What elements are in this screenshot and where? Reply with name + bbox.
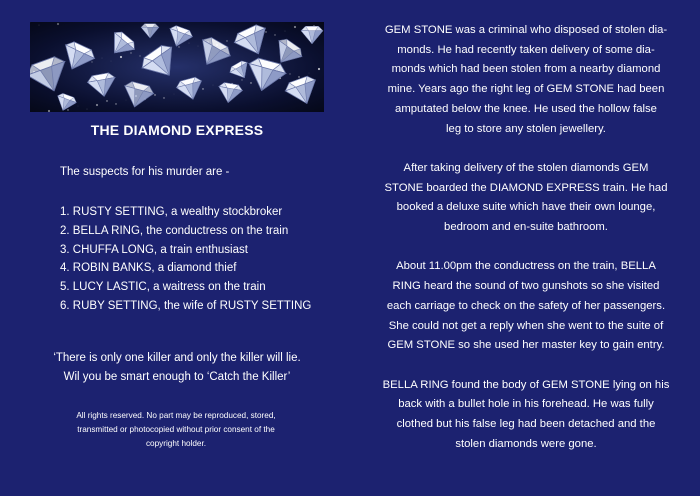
diamond-icon xyxy=(193,34,234,72)
story-line: STONE boarded the DIAMOND EXPRESS train. He had xyxy=(384,181,668,194)
sparkle xyxy=(226,40,227,41)
page-title: THE DIAMOND EXPRESS xyxy=(90,122,264,138)
copyright-line: copyright holder. xyxy=(145,439,207,448)
suspect-item: 2. BELLA RING, the conductress on the train xyxy=(60,224,289,237)
diamond-icon xyxy=(165,24,194,50)
sparkle xyxy=(285,31,286,32)
copyright-line: All rights reserved. No part may be reproduced, stored, xyxy=(76,411,276,420)
suspect-item: 5. LUCY LASTIC, a waitress on the train xyxy=(60,281,266,294)
story-line: amputated below the knee. He used the hollow false xyxy=(395,102,657,115)
story-text xyxy=(362,21,690,474)
sparkle xyxy=(39,25,40,26)
story-line: leg to store any stolen jewellery. xyxy=(446,122,606,135)
sparkle xyxy=(289,73,290,74)
story-line: monds. He had recently taken delivery of some dia- xyxy=(397,43,655,56)
sparkle xyxy=(91,61,92,62)
story-line: mine. Years ago the right leg of GEM STONE had been xyxy=(387,83,665,96)
quote-line: Wil you be smart enough to ‘Catch the Killer’ xyxy=(63,371,291,383)
suspect-item: 6. RUBY SETTING, the wife of RUSTY SETTING xyxy=(60,299,312,312)
sparkle xyxy=(250,82,251,83)
diamonds-banner-image xyxy=(30,22,324,112)
sparkle xyxy=(213,85,214,86)
sparkle xyxy=(150,52,151,53)
story-paragraph xyxy=(362,376,690,455)
story-line: booked a deluxe suite which have their own lounge, xyxy=(396,201,656,214)
sparkle xyxy=(111,61,112,62)
sparkle xyxy=(115,103,116,104)
story-line: BELLA RING found the body of GEM STONE lying on his xyxy=(382,378,670,391)
sparkle xyxy=(189,43,190,44)
diamond-icon xyxy=(216,82,243,105)
story-line: each carriage to check on the safety of her passengers. xyxy=(386,299,666,312)
story-line: After taking delivery of the stolen diamonds GEM xyxy=(403,161,649,174)
sparkle xyxy=(274,34,275,35)
suspects-list xyxy=(60,203,311,316)
sparkle xyxy=(309,73,310,74)
sparkle xyxy=(198,46,199,47)
diamond-icon xyxy=(138,41,184,85)
diamonds-icon xyxy=(30,22,324,112)
suspect-item: 4. ROBIN BANKS, a diamond thief xyxy=(60,262,237,275)
suspects-intro: The suspects for his murder are - xyxy=(60,166,230,178)
story-paragraph xyxy=(362,21,690,139)
sparkle xyxy=(87,109,88,110)
diamond-icon xyxy=(283,74,322,109)
story-paragraph xyxy=(362,257,690,356)
story-paragraph xyxy=(362,159,690,238)
suspect-item: 1. RUSTY SETTING, a wealthy stockbroker xyxy=(60,206,283,218)
sparkle xyxy=(126,100,127,101)
sparkle xyxy=(139,55,140,56)
sparkle xyxy=(102,58,103,59)
sparkle xyxy=(202,88,203,89)
suspect-item: 3. CHUFFA LONG, a train enthusiast xyxy=(60,243,248,256)
diamond-icon xyxy=(141,24,159,38)
sparkle xyxy=(57,23,59,25)
sparkle xyxy=(298,76,299,77)
story-line: RING heard the sound of two gunshots so she visited xyxy=(392,280,660,293)
sparkle xyxy=(241,79,242,80)
sparkle xyxy=(78,106,79,107)
sparkle xyxy=(318,68,320,70)
diamond-icon xyxy=(87,72,118,99)
story-line: back with a bullet hole in his forehead. He was fully xyxy=(398,398,654,411)
story-line: She could not get a reply when she went to the suite of xyxy=(388,319,664,332)
diamond-icon xyxy=(120,80,155,111)
sparkle xyxy=(178,46,179,47)
quote-line: ‘There is only one killer and only the killer will lie. xyxy=(53,352,301,364)
sparkle xyxy=(48,110,50,112)
diamond-icon xyxy=(30,54,73,98)
story-line: monds which had been stolen from a nearby diamond xyxy=(391,63,661,76)
diamond-icon xyxy=(232,22,274,61)
story-line: stolen diamonds were gone. xyxy=(455,437,597,450)
tagline-quote xyxy=(30,349,324,387)
sparkle xyxy=(67,109,68,110)
sparkle xyxy=(96,104,98,106)
copyright-notice xyxy=(48,409,304,451)
story-line: GEM STONE so she used her master key to gain entry. xyxy=(387,339,665,352)
sparkle xyxy=(130,52,131,53)
story-line: GEM STONE was a criminal who disposed of stolen dia- xyxy=(384,24,668,36)
sparkle xyxy=(265,31,266,32)
diamond-icon xyxy=(54,92,78,112)
sparkle xyxy=(294,26,296,28)
sparkle xyxy=(154,94,155,95)
sparkle xyxy=(120,56,122,58)
story-line: bedroom and en-suite bathroom. xyxy=(444,221,608,234)
diamond-icon xyxy=(57,39,97,76)
diamond-icon xyxy=(301,26,323,44)
diamond-icon xyxy=(228,59,253,83)
sparkle xyxy=(163,97,164,98)
diamond-icon xyxy=(175,76,205,103)
story-line: clothed but his false leg had been detached and the xyxy=(396,418,656,431)
copyright-line: transmitted or photocopied without prior consent of the xyxy=(77,425,275,434)
story-line: About 11.00pm the conductress on the train, BELLA xyxy=(396,260,656,273)
sparkle xyxy=(106,100,107,101)
sparkle xyxy=(174,94,175,95)
